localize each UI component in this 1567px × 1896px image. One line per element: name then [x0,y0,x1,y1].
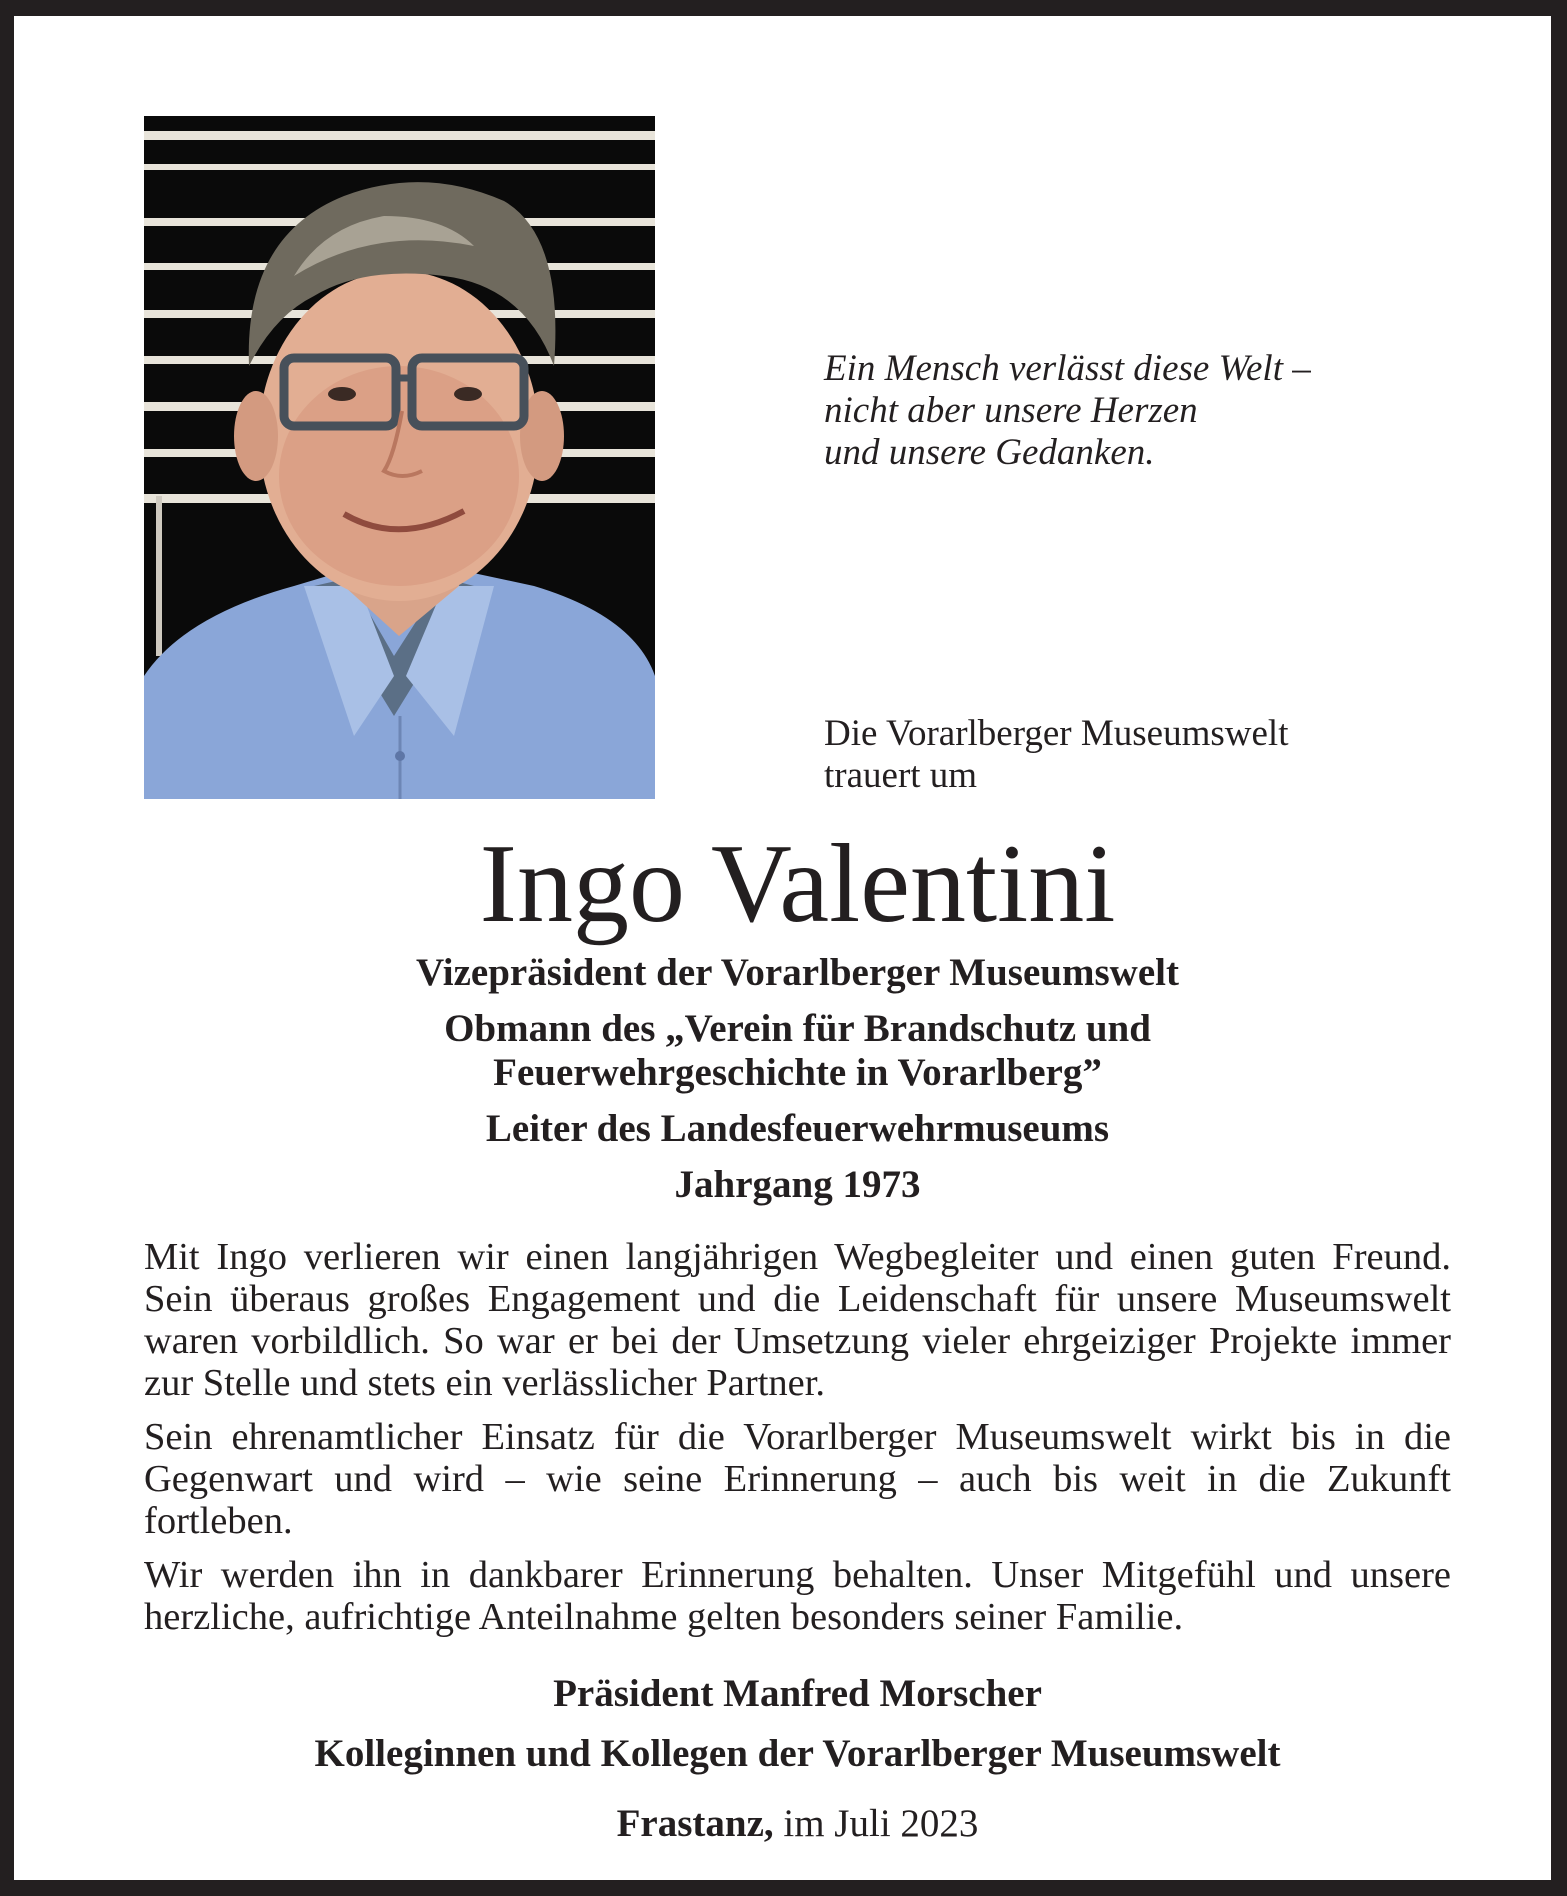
portrait-photo [144,116,655,799]
signer-colleagues: Kolleginnen und Kollegen der Vorarlberger Museumswelt [314,1732,1281,1775]
place-and-date [14,1802,1567,1846]
birth-year: Jahrgang 1973 [674,1163,921,1206]
signer-president: Präsident Manfred Morscher [553,1672,1042,1715]
quote-line: und unsere Gedanken. [824,432,1155,473]
obituary-text [144,1236,1451,1650]
intro-line: Die Vorarlberger Museumswelt [824,713,1289,754]
memorial-quote [824,348,1311,474]
place-town: Frastanz, [616,1802,774,1845]
intro-line: trauert um [824,755,978,796]
mourning-intro [824,713,1288,797]
quote-line: Ein Mensch verlässt diese Welt – [824,348,1311,389]
body-paragraph: Sein ehrenamtlicher Einsatz für die Vorarlberger Museumswelt wirkt bis in die Gegenwart und wird – wie seine Erinnerung – auch bis weit in die Zukunft fortleben. [144,1416,1451,1542]
role-line: Leiter des Landesfeuerwehrmuseums [485,1107,1110,1150]
role-line: Feuerwehrgeschichte in Vorarlberg” [493,1051,1102,1094]
role-line: Vizepräsident der Vorarlberger Museumswelt [416,951,1179,994]
role-line: Obmann des „Verein für Brandschutz und [444,1007,1151,1050]
roles-list [14,951,1567,1207]
signers [14,1672,1567,1792]
body-paragraph: Wir werden ihn in dankbarer Erinnerung behalten. Unser Mitgefühl und unsere herzliche, aufrichtige Anteilnahme gelten besonders seiner Familie. [144,1554,1451,1638]
place-date: im Juli 2023 [783,1802,979,1845]
deceased-name: Ingo Valentini [479,822,1116,946]
quote-line: nicht aber unsere Herzen [824,390,1198,431]
portrait-illustration [144,116,655,799]
body-paragraph: Mit Ingo verlieren wir einen langjährigen Wegbegleiter und einen guten Freund. Sein überaus großes Engagement und die Leidenschaft für unsere Museumswelt waren vorbildlich. So war er bei der Umsetzung vieler ehrgeiziger Projekte immer zur Stelle und stets ein verlässlicher Partner. [144,1236,1451,1404]
